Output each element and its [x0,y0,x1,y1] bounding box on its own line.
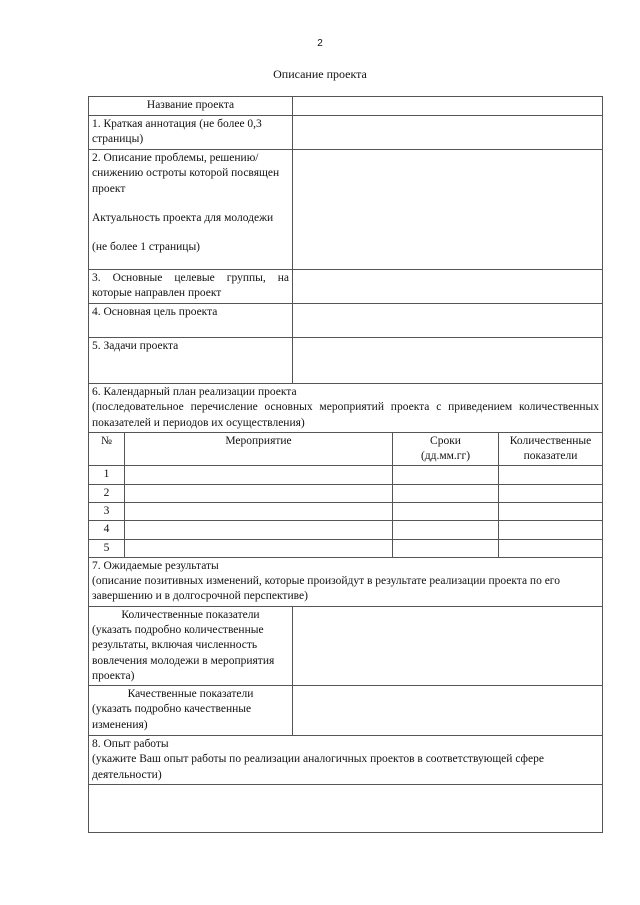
calendar-col-event: Мероприятие [125,432,393,466]
calendar-row-number: 1 [89,466,125,484]
qualitative-indicators-note: (указать подробно качественные изменения) [92,703,252,731]
experience-subtitle: (укажите Ваш опыт работы по реализации аналогичных проектов в соответствующей сфере деятельности) [92,753,544,781]
calendar-indicators-field[interactable] [499,521,603,539]
calendar-event-field[interactable] [125,484,393,502]
calendar-event-field[interactable] [125,521,393,539]
quantitative-indicators-note: (указать подробно количественные результаты, включая численность вовлечения молодежи в мероприятия проекта) [92,623,275,682]
goal-label: 4. Основная цель проекта [89,304,293,338]
tasks-field[interactable] [293,338,603,384]
problem-limit-note: (не более 1 страницы) [92,241,201,254]
qualitative-indicators-title: Качественные показатели [127,688,254,701]
qualitative-indicators-label-cell [89,686,293,736]
calendar-plan-header [89,384,603,433]
expected-results-header [89,557,603,606]
qualitative-indicators-field[interactable] [293,686,603,736]
calendar-row-number: 4 [89,521,125,539]
calendar-row-number: 2 [89,484,125,502]
project-description-table [88,96,603,833]
project-name-field[interactable] [293,97,603,116]
experience-title: 8. Опыт работы [92,738,169,751]
calendar-event-field[interactable] [125,502,393,520]
calendar-indicators-field[interactable] [499,502,603,520]
quantitative-indicators-field[interactable] [293,606,603,685]
expected-results-title: 7. Ожидаемые результаты [92,559,219,572]
document-title: Описание проекта [273,67,367,81]
calendar-plan-subtitle: (последовательное перечисление основных мероприятий проекта с приведением количественных показателей и периодов их осуществления) [92,401,600,429]
calendar-indicators-field[interactable] [499,484,603,502]
target-groups-field[interactable] [293,270,603,304]
experience-header [89,736,603,785]
calendar-event-field[interactable] [125,466,393,484]
relevance-label: Актуальность проекта для молодежи [92,211,274,224]
goal-field[interactable] [293,304,603,338]
calendar-indicators-field[interactable] [499,466,603,484]
calendar-row-number: 3 [89,502,125,520]
experience-field[interactable] [89,784,603,832]
calendar-dates-field[interactable] [393,502,499,520]
quantitative-indicators-label-cell [89,606,293,685]
calendar-dates-field[interactable] [393,521,499,539]
problem-field[interactable] [293,150,603,270]
problem-label: 2. Описание проблемы, решению/снижению остроты которой посвящен проект [92,152,280,195]
calendar-row-number: 5 [89,539,125,557]
calendar-dates-field[interactable] [393,466,499,484]
page-number: 2 [317,38,323,49]
expected-results-subtitle: (описание позитивных изменений, которые произойдут в результате реализации проекта по его завершению и в долгосрочной перспективе) [92,575,560,603]
tasks-label: 5. Задачи проекта [89,338,293,384]
project-name-label: Название проекта [89,97,293,116]
calendar-col-indicators: Количественные показатели [499,432,603,466]
calendar-dates-field[interactable] [393,484,499,502]
calendar-indicators-field[interactable] [499,539,603,557]
calendar-plan-title: 6. Календарный план реализации проекта [92,386,297,398]
calendar-col-dates: Сроки (дд.мм.гг) [393,432,499,466]
problem-label-cell [89,150,293,270]
calendar-col-num: № [89,432,125,466]
calendar-dates-field[interactable] [393,539,499,557]
calendar-event-field[interactable] [125,539,393,557]
target-groups-label: 3. Основные целевые группы, на которые направлен проект [89,270,293,304]
annotation-field[interactable] [293,116,603,150]
quantitative-indicators-title: Количественные показатели [121,608,260,621]
annotation-label: 1. Краткая аннотация (не более 0,3 страницы) [89,116,293,150]
